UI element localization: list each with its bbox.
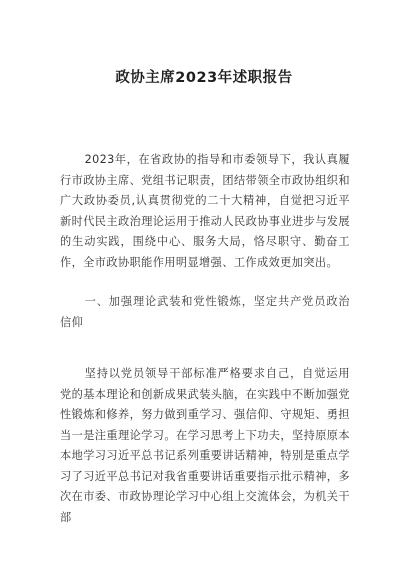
document-title: 政协主席2023年述职报告	[115, 70, 293, 86]
intro-paragraph: 2023年，在省政协的指导和市委领导下，我认真履行市政协主席、党组书记职责，团结带领全市政协组织和广大政协委员,认真贯彻党的二十大精神，自觉把习近平新时代民主政治理论运用于推动人民政协事业进步与发展的生动实践，围绕中心、服务大局，恪尽职守、勤奋工作，全市政协职能作用明显增强、工作成效更加突出。	[60, 153, 350, 269]
body-paragraph: 坚持以党员领导干部标准严格要求自己，自觉运用党的基本理论和创新成果武装头脑，在实践中不断加强党性锻炼和修养，努力做到重学习、强信仰、守规矩、勇担当一是注重理论学习。在学习思考上下功夫，坚持原原本本地学习习近平总书记系列重要讲话精神，特别是重点学习了习近平总书记对我省重要讲话重要指示批示精神，多次在市委、市政协理论学习中心组上交流体会，为机关干部	[60, 367, 350, 524]
section-heading: 一、加强理论武装和党性锻炼，坚定共产党员政治信仰	[60, 295, 350, 329]
